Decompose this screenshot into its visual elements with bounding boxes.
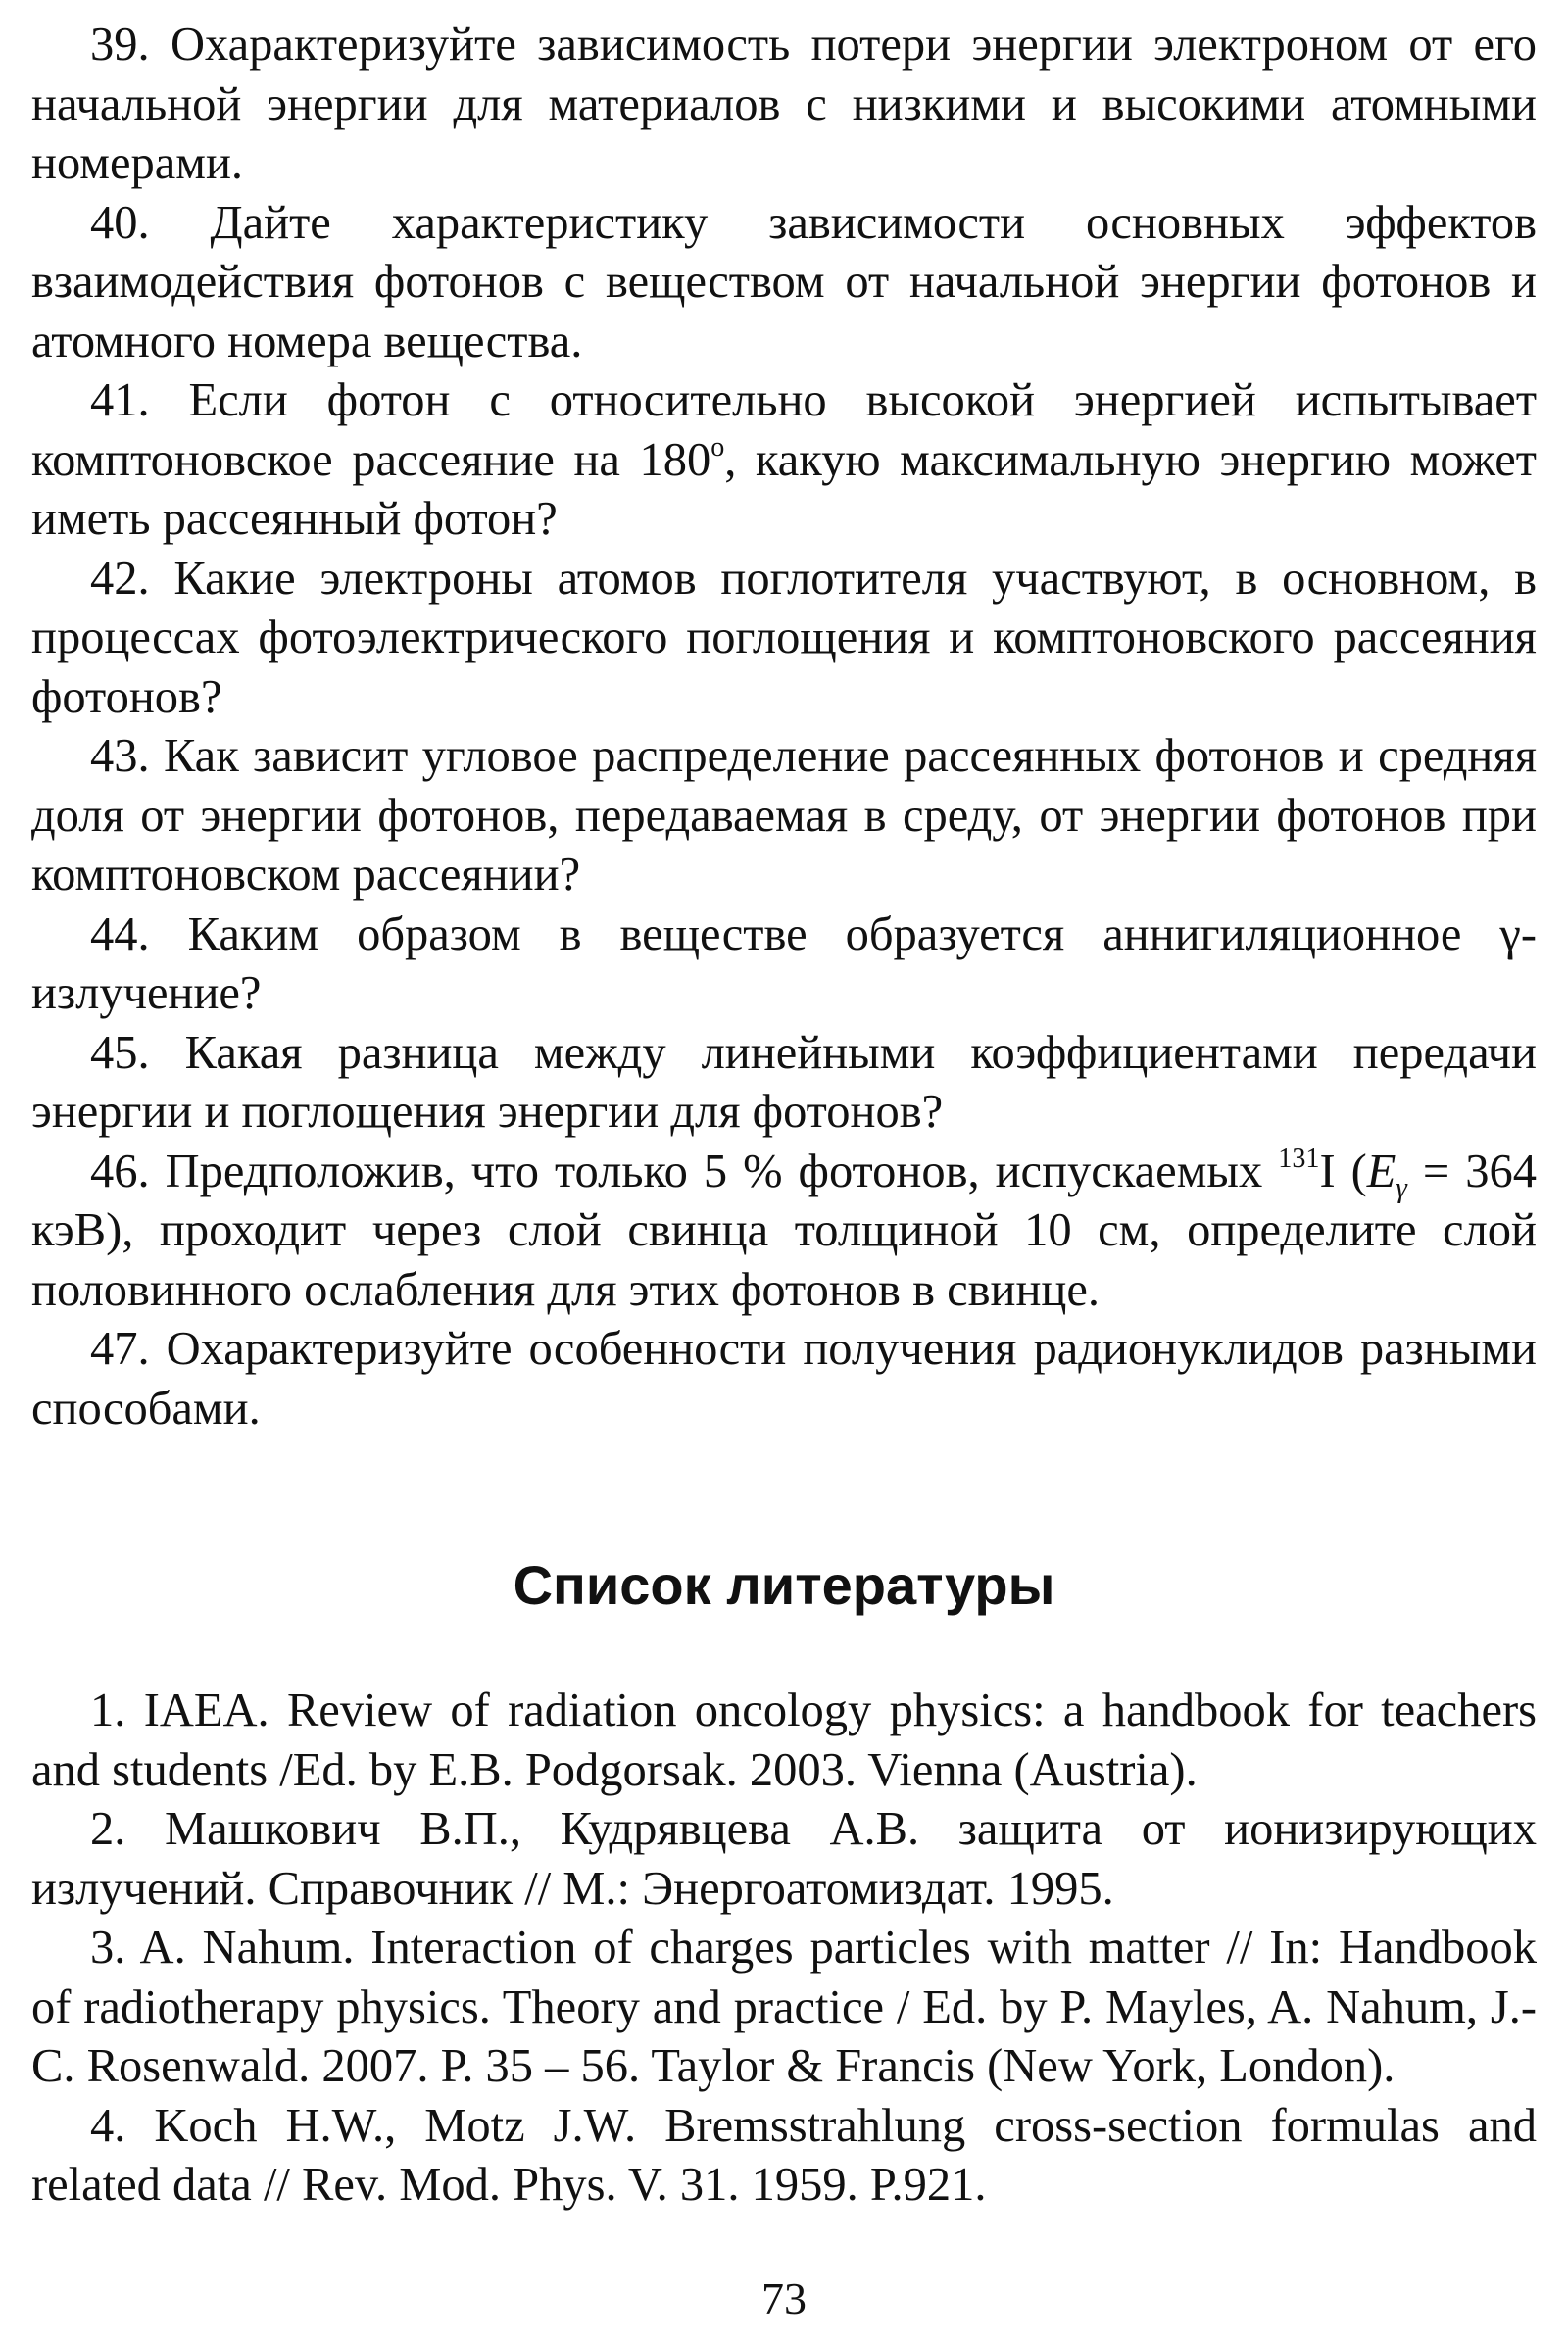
- question-40: [31, 194, 1537, 372]
- question-text: , какую максимальную энергию может иметь рассеянный фотон?: [31, 433, 1537, 545]
- isotope-mass-number: 131: [1278, 1143, 1320, 1174]
- reference-item: [31, 1919, 1537, 2097]
- question-text: Какая разница между линейными коэффициентами передачи энергии и поглощения энергии для фотонов?: [31, 1026, 1537, 1138]
- question-text: Какие электроны атомов поглотителя участвуют, в основном, в процессах фотоэлектрического поглощения и комптоновского рассеяния фотонов?: [31, 552, 1537, 723]
- question-43: [31, 727, 1537, 905]
- reference-number: 4.: [90, 2099, 126, 2152]
- question-42: [31, 550, 1537, 728]
- question-number: 46.: [90, 1145, 150, 1197]
- question-text: Каким образом в веществе образуется аннигиляционное γ-излучение?: [31, 907, 1538, 1019]
- section-heading: Список литературы: [513, 1554, 1055, 1616]
- question-number: 45.: [90, 1026, 150, 1079]
- reference-text: Koch H.W., Motz J.W. Bremsstrahlung cross-section formulas and related data // Rev. Mod. Phys. V. 31. 1959. P.921.: [31, 2099, 1537, 2211]
- questions-section: [31, 16, 1538, 2211]
- reference-number: 2.: [90, 1803, 126, 1855]
- reference-item: [31, 1682, 1537, 1800]
- reference-text: IAEA. Review of radiation oncology physics: a handbook for teachers and students /Ed. by E.B. Podgorsak. 2003. Vienna (Austria).: [31, 1684, 1538, 1796]
- reference-item: [31, 1800, 1537, 1919]
- question-number: 40.: [90, 196, 150, 249]
- question-number: 44.: [90, 907, 150, 960]
- question-number: 39.: [90, 19, 150, 71]
- question-39: [31, 16, 1537, 194]
- reference-text: Машкович В.П., Кудрявцева А.В. защита от ионизирующих излучений. Справочник // М.: Энергоатомиздат. 1995.: [31, 1803, 1537, 1915]
- energy-symbol: E: [1366, 1145, 1396, 1197]
- question-text: = 364 кэВ), проходит через слой свинца толщиной 10 см, определите слой половинного ослабления для этих фотонов в свинце.: [31, 1145, 1538, 1316]
- question-text: Как зависит угловое распределение рассеянных фотонов и средняя доля от энергии фотонов, передаваемая в среду, от энергии фотонов при комптоновском рассеянии?: [31, 730, 1538, 901]
- question-number: 41.: [90, 374, 150, 426]
- question-text: (: [1335, 1145, 1367, 1197]
- question-text: Дайте характеристику зависимости основных эффектов взаимодействия фотонов с веществом от начальной энергии фотонов и атомного номера вещества.: [31, 196, 1537, 367]
- page-number: 73: [761, 2273, 807, 2323]
- question-44: [31, 905, 1537, 1024]
- reference-item: [31, 2097, 1537, 2216]
- question-text: Охарактеризуйте зависимость потери энергии электроном от его начальной энергии для материалов с низкими и высокими атомными номерами.: [31, 19, 1538, 189]
- degree-sign: o: [710, 431, 725, 463]
- question-number: 42.: [90, 552, 150, 605]
- reference-number: 1.: [90, 1684, 126, 1736]
- references-list: [31, 1682, 1537, 2216]
- isotope-element: I: [1319, 1145, 1336, 1197]
- question-41: [31, 371, 1537, 550]
- reference-number: 3.: [90, 1922, 126, 1974]
- question-47: [31, 1320, 1537, 1439]
- question-number: 47.: [90, 1323, 150, 1375]
- energy-subscript: γ: [1396, 1172, 1407, 1204]
- question-text: Предположив, что только 5 % фотонов, испускаемых: [165, 1145, 1279, 1197]
- question-45: [31, 1024, 1537, 1143]
- question-number: 43.: [90, 730, 150, 782]
- question-46: [31, 1143, 1537, 1321]
- reference-text: A. Nahum. Interaction of charges particles with matter // In: Handbook of radiotherapy physics. Theory and practice / Ed. by P. Mayles, A. Nahum, J.-C. Rosenwald. 2007. P. 35 – 56. Taylor & Francis (New York, London).: [31, 1922, 1537, 2092]
- question-text: Охарактеризуйте особенности получения радионуклидов разными способами.: [31, 1323, 1537, 1435]
- question-text: Если фотон с относительно высокой энергией испытывает комптоновское рассеяние на 180: [31, 374, 1538, 486]
